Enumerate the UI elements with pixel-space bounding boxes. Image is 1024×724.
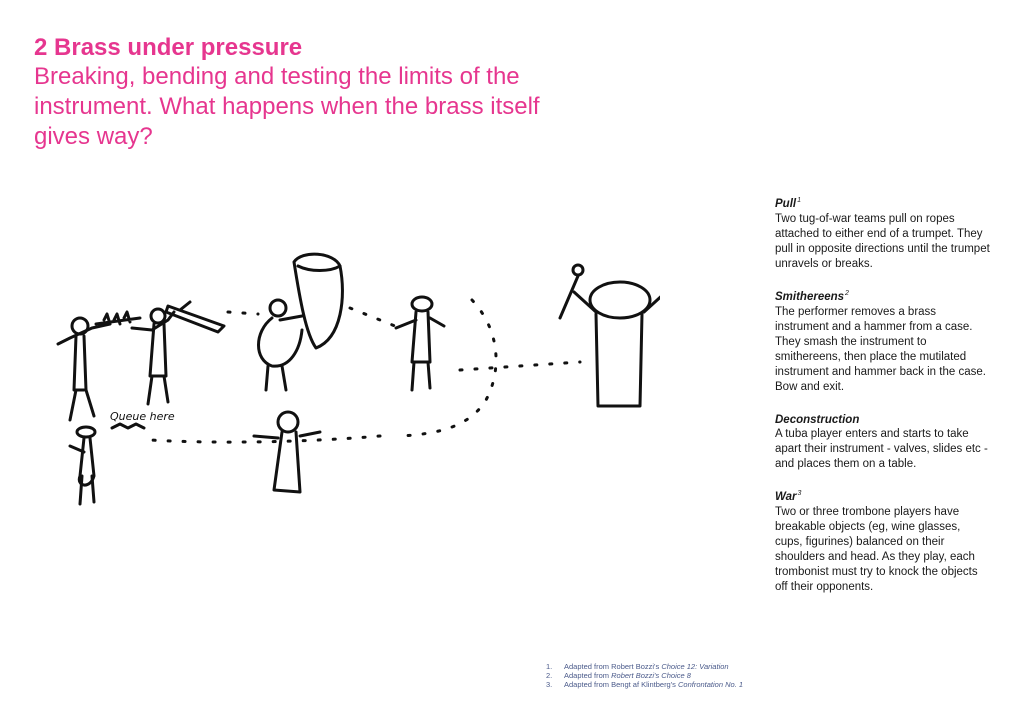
entry-deconstruction [775, 409, 990, 473]
entry-title: War$^3$ [775, 490, 802, 504]
entry-body: A tuba player enters and starts to take apart their instrument - valves, slides etc - and places them on a table. [775, 428, 988, 471]
figure-standing-right [396, 297, 444, 390]
entry-smithereens [775, 286, 990, 395]
entry-title: Pull$^1$ [775, 197, 801, 210]
section-number: 2 [34, 34, 48, 61]
performance-list [775, 193, 990, 609]
figure-conductor [560, 265, 660, 406]
footnote-item: 1. Adapted from Robert Bozzi's Choice 12: Variation [546, 662, 729, 671]
section-title [34, 33, 554, 62]
page-heading [34, 33, 554, 152]
footnote-item: 2. Adapted from Robert Bozzi's Choice 8 [546, 671, 691, 680]
hand-drawn-illustration [40, 240, 660, 530]
scribble-label: Queue here [110, 410, 175, 423]
entry-body: Two tug-of-war teams pull on ropes attached to either end of a trumpet. They pull in opposite directions until the trumpet unravels or breaks. [775, 212, 990, 270]
figure-rope-puller-left [58, 318, 110, 420]
figure-bottom-center [254, 412, 320, 492]
footnote-item: 3. Adapted from Bengt af Klintberg's Confrontation No. 1 [546, 680, 744, 689]
entry-body: The performer removes a brass instrument and a hammer from a case. They smash the instrument to smithereens, then place the mutilated instrument and hammer back in the case. Bow and exit. [775, 305, 986, 393]
entry-title: Smithereens$^2$ [775, 289, 849, 303]
figure-rope-puller-right [132, 309, 174, 404]
sketch-svg [40, 240, 660, 530]
trumpet-bar [166, 302, 224, 332]
entry-pull [775, 193, 990, 272]
figure-bottom-left [70, 427, 95, 504]
section-subtitle: Breaking, bending and testing the limits of the instrument. What happens when the brass itself gives way? [34, 63, 540, 150]
footnotes [546, 662, 846, 689]
entry-title: Deconstruction [775, 413, 860, 426]
section-title-text: Brass under pressure [54, 34, 303, 61]
entry-war [775, 486, 990, 595]
entry-body: Two or three trombone players have breakable objects (eg, wine glasses, cups, figurines) balanced on their shoulders and head. As they play, each trombonist must try to knock the objects off their opponents. [775, 506, 978, 594]
rope-scribble [96, 312, 140, 324]
figure-tuba-player [259, 254, 343, 390]
